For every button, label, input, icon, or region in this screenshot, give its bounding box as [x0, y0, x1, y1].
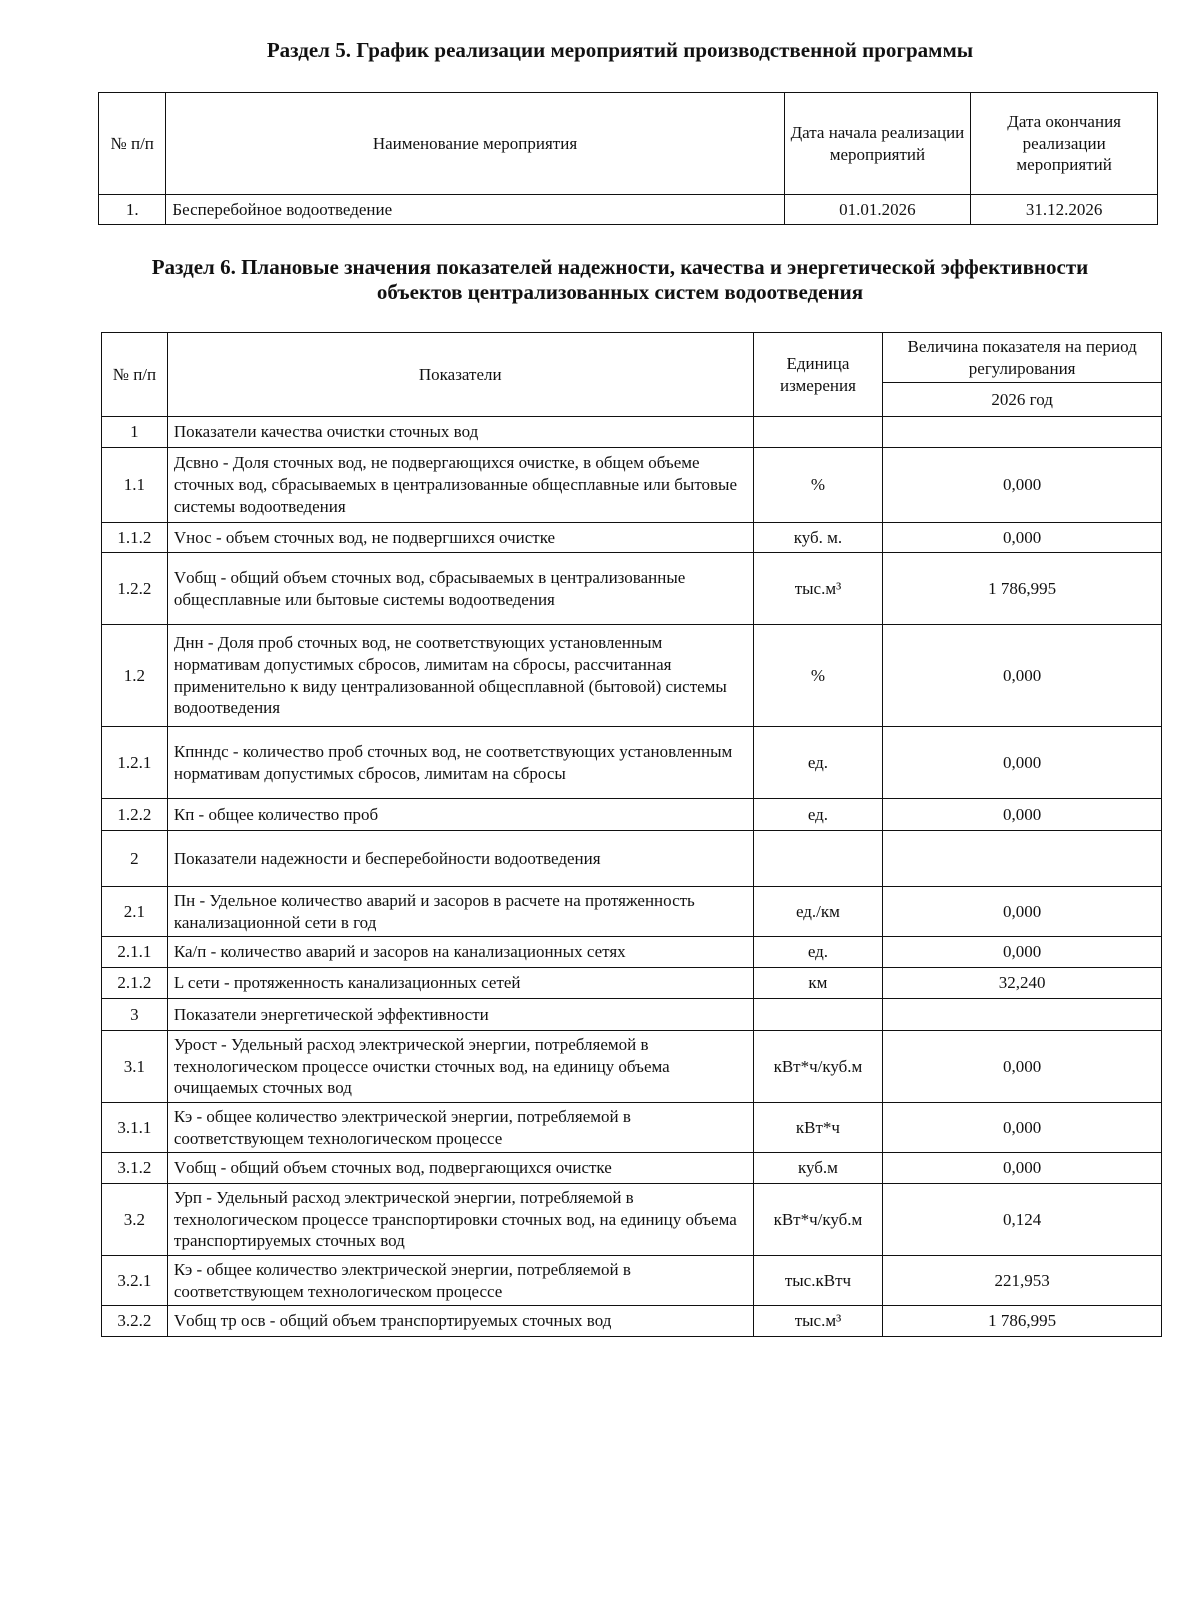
row-unit: км	[753, 968, 883, 999]
table-row	[102, 799, 1162, 831]
row-start: 01.01.2026	[784, 195, 971, 225]
section5-title: Раздел 5. График реализации мероприятий производственной программы	[266, 38, 974, 62]
row-unit	[753, 831, 883, 887]
table-row	[102, 625, 1162, 727]
row-num: 3	[102, 999, 168, 1031]
row-num: 2	[102, 831, 168, 887]
row-indicator: Кп - общее количество проб	[167, 799, 753, 831]
row-indicator: Днн - Доля проб сточных вод, не соответствующих установленным нормативам допустимых сбросов, лимитам на сбросы, рассчитанная применительно к виду централизованной общесплавной (бытовой) системы водоотведения	[167, 625, 753, 727]
row-unit: кВт*ч/куб.м	[753, 1184, 883, 1256]
row-num: 3.1.1	[102, 1103, 168, 1153]
col-header-end: Дата окончания реализации мероприятий	[971, 93, 1158, 195]
row-unit: кВт*ч/куб.м	[753, 1031, 883, 1103]
col-header-num: № п/п	[99, 93, 166, 195]
row-indicator: Vнос - объем сточных вод, не подвергшихся очистке	[167, 523, 753, 553]
row-num: 1	[102, 417, 168, 448]
row-num: 1.2.2	[102, 553, 168, 625]
table-row	[102, 999, 1162, 1031]
row-unit: ед./км	[753, 887, 883, 937]
table-row	[102, 1256, 1162, 1306]
col-header-start: Дата начала реализации мероприятий	[784, 93, 971, 195]
row-unit: ед.	[753, 937, 883, 968]
row-indicator: Кэ - общее количество электрической энергии, потребляемой в соответствующем технологическом процессе	[167, 1103, 753, 1153]
table-row	[102, 1306, 1162, 1337]
row-num: 2.1.1	[102, 937, 168, 968]
row-unit: куб. м.	[753, 523, 883, 553]
row-indicator: Урост - Удельный расход электрической энергии, потребляемой в технологическом процессе очистки сточных вод, на единицу объема очищаемых сточных вод	[167, 1031, 753, 1103]
row-num: 1.1.2	[102, 523, 168, 553]
section6-title: Раздел 6. Плановые значения показателей надежности, качества и энергетической эффективности объектов централизованных систем водоотведения	[151, 255, 1089, 305]
row-unit: куб.м	[753, 1153, 883, 1184]
row-value: 0,000	[883, 448, 1162, 523]
row-num: 3.1.2	[102, 1153, 168, 1184]
section6-table-body	[102, 417, 1162, 1337]
row-unit: ед.	[753, 727, 883, 799]
section6-header-row	[102, 333, 1162, 383]
table-row	[102, 417, 1162, 448]
row-value	[883, 999, 1162, 1031]
row-value: 0,000	[883, 887, 1162, 937]
section6-table	[101, 332, 1162, 1337]
table-row	[102, 448, 1162, 523]
row-indicator: Показатели качества очистки сточных вод	[167, 417, 753, 448]
table-row	[102, 727, 1162, 799]
row-value: 0,000	[883, 1153, 1162, 1184]
section5-header-row	[99, 93, 1158, 195]
row-unit: ед.	[753, 799, 883, 831]
row-value: 32,240	[883, 968, 1162, 999]
row-value: 0,000	[883, 1103, 1162, 1153]
row-end: 31.12.2026	[971, 195, 1158, 225]
section5-table	[98, 92, 1158, 225]
row-unit	[753, 417, 883, 448]
row-indicator: Кэ - общее количество электрической энергии, потребляемой в соответствующем технологическом процессе	[167, 1256, 753, 1306]
row-unit: кВт*ч	[753, 1103, 883, 1153]
row-value: 0,000	[883, 727, 1162, 799]
table-row	[102, 553, 1162, 625]
row-indicator: Кпнндс - количество проб сточных вод, не соответствующих установленным нормативам допустимых сбросов, лимитам на сбросы	[167, 727, 753, 799]
table-row	[102, 523, 1162, 553]
row-num: 3.2.1	[102, 1256, 168, 1306]
row-num: 1.2.2	[102, 799, 168, 831]
row-indicator: Показатели надежности и бесперебойности водоотведения	[167, 831, 753, 887]
row-value: 221,953	[883, 1256, 1162, 1306]
row-unit: тыс.м³	[753, 553, 883, 625]
row-value: 0,000	[883, 799, 1162, 831]
row-indicator: Пн - Удельное количество аварий и засоров в расчете на протяженность канализационной сети в год	[167, 887, 753, 937]
row-indicator: Дсвно - Доля сточных вод, не подвергающихся очистке, в общем объеме сточных вод, сбрасываемых в централизованные общесплавные или бытовые системы водоотведения	[167, 448, 753, 523]
row-indicator: Урп - Удельный расход электрической энергии, потребляемой в технологическом процессе транспортировки сточных вод, на единицу объема транспортируемых сточных вод	[167, 1184, 753, 1256]
row-value	[883, 417, 1162, 448]
row-indicator: Vобщ - общий объем сточных вод, сбрасываемых в централизованные общесплавные или бытовые системы водоотведения	[167, 553, 753, 625]
row-unit: %	[753, 625, 883, 727]
row-name: Бесперебойное водоотведение	[166, 195, 784, 225]
row-value	[883, 831, 1162, 887]
row-indicator: Vобщ тр осв - общий объем транспортируемых сточных вод	[167, 1306, 753, 1337]
row-value: 0,124	[883, 1184, 1162, 1256]
col-header-name: Наименование мероприятия	[166, 93, 784, 195]
row-indicator: Ка/п - количество аварий и засоров на канализационных сетях	[167, 937, 753, 968]
row-value: 0,000	[883, 1031, 1162, 1103]
row-unit: %	[753, 448, 883, 523]
row-num: 3.2	[102, 1184, 168, 1256]
row-indicator: Vобщ - общий объем сточных вод, подвергающихся очистке	[167, 1153, 753, 1184]
table-row	[102, 1103, 1162, 1153]
col-header-value: Величина показателя на период регулирования	[883, 333, 1162, 383]
row-num: 1.	[99, 195, 166, 225]
row-indicator: L сети - протяженность канализационных сетей	[167, 968, 753, 999]
row-num: 3.2.2	[102, 1306, 168, 1337]
table-row	[102, 1153, 1162, 1184]
table-row	[99, 195, 1158, 225]
row-num: 1.2.1	[102, 727, 168, 799]
row-unit: тыс.кВтч	[753, 1256, 883, 1306]
col-header-indicator: Показатели	[167, 333, 753, 417]
row-value: 0,000	[883, 523, 1162, 553]
table-row	[102, 968, 1162, 999]
col-header-year: 2026 год	[883, 383, 1162, 417]
row-indicator: Показатели энергетической эффективности	[167, 999, 753, 1031]
row-unit: тыс.м³	[753, 1306, 883, 1337]
row-num: 2.1.2	[102, 968, 168, 999]
col-header-num: № п/п	[102, 333, 168, 417]
table-row	[102, 1031, 1162, 1103]
row-value: 0,000	[883, 937, 1162, 968]
table-row	[102, 1184, 1162, 1256]
table-row	[102, 937, 1162, 968]
row-num: 1.2	[102, 625, 168, 727]
row-unit	[753, 999, 883, 1031]
row-num: 1.1	[102, 448, 168, 523]
col-header-unit: Единица измерения	[753, 333, 883, 417]
row-value: 1 786,995	[883, 1306, 1162, 1337]
row-num: 3.1	[102, 1031, 168, 1103]
table-row	[102, 831, 1162, 887]
row-value: 1 786,995	[883, 553, 1162, 625]
table-row	[102, 887, 1162, 937]
row-value: 0,000	[883, 625, 1162, 727]
row-num: 2.1	[102, 887, 168, 937]
